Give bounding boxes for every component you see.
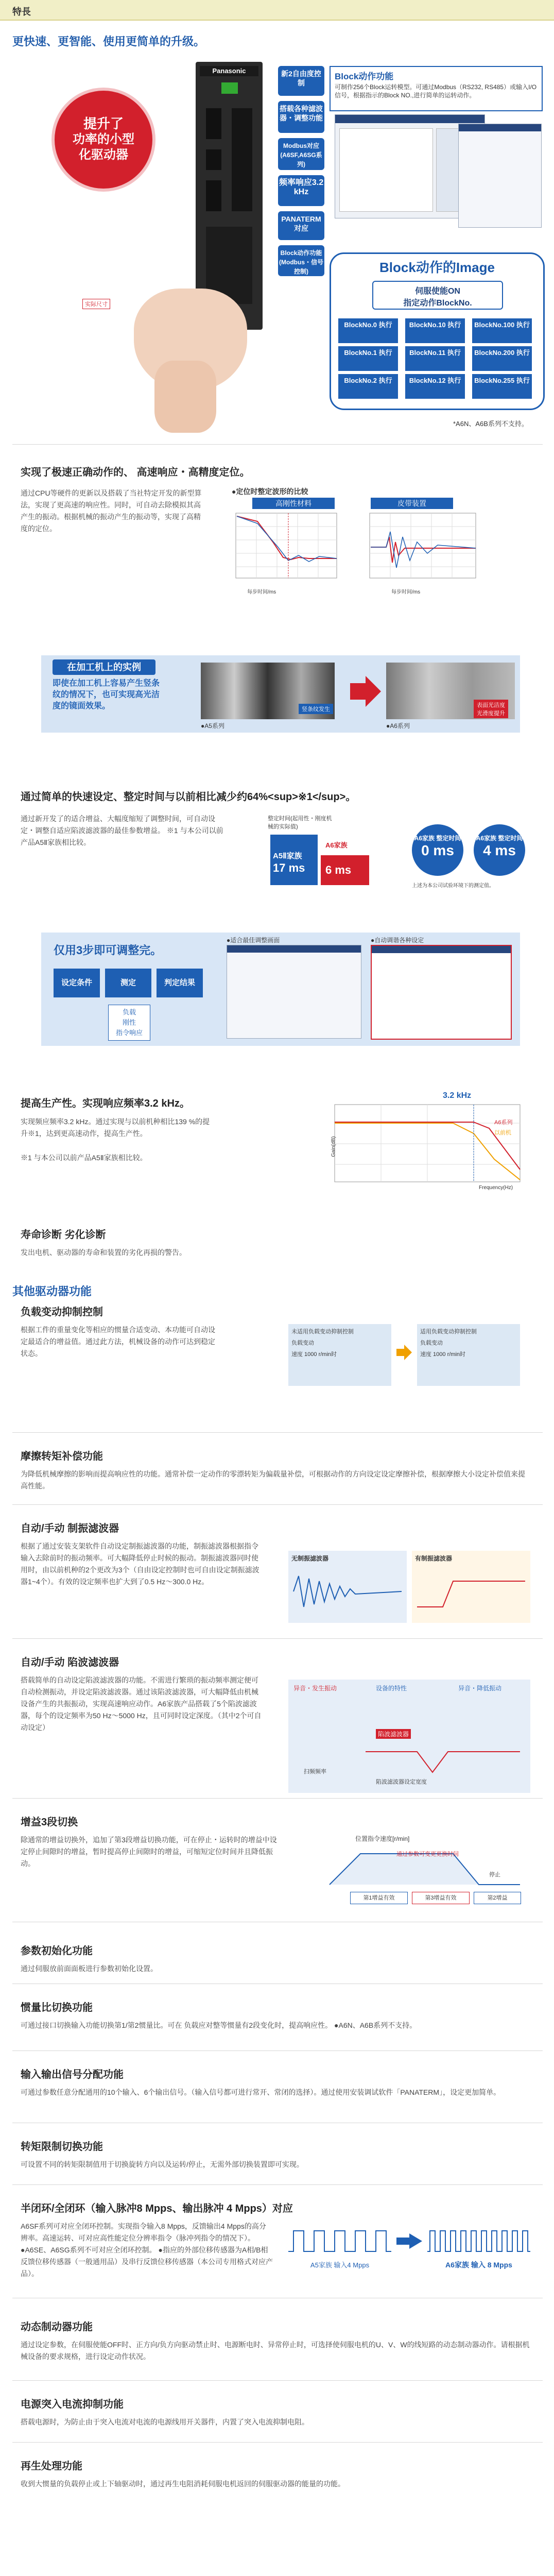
- vibration-with: [412, 1551, 530, 1623]
- sec3-caption2: 上述为本公司试验环境下的测定值。: [412, 883, 494, 889]
- servo-on-box: [372, 281, 503, 310]
- step-param: 负载: [122, 1008, 136, 1016]
- step-param: 刚性: [122, 1019, 136, 1026]
- label-a6: ●A6系列: [386, 722, 410, 730]
- load-right-label: 负载变动: [420, 1340, 443, 1346]
- divider: [12, 1638, 543, 1639]
- label-a5: ●A5系列: [201, 722, 224, 730]
- gain3-g2: 第2增益: [474, 1892, 521, 1904]
- other-item-title: 半闭环/全闭环（输入脉冲8 Mpps、输出脉冲 4 Mpps）对应: [21, 2203, 293, 2214]
- other-item-title: 转矩限制切换功能: [21, 2141, 103, 2153]
- other-item-text: 可设置不同的转矩限制值用于切换旋转方向以及运转/停止，无需外部切换装置即可实现。: [21, 2160, 304, 2168]
- connector-panel: [232, 108, 252, 211]
- load-left-label: 负载变动: [291, 1340, 314, 1346]
- badge-new2-value: 4 ms: [483, 842, 516, 858]
- window-titlebar-2: [459, 124, 541, 131]
- freq-ylabel: Gain(dB): [331, 1136, 337, 1157]
- connector-x3: [206, 180, 221, 211]
- label-old: A5Ⅱ家族: [273, 852, 302, 860]
- lead-heading: 更快速、更智能、使用更简单的升级。: [12, 35, 205, 48]
- vib-without-label: 无制振滤波器: [291, 1555, 329, 1562]
- other-item-title: 负载变动抑制控制: [21, 1307, 103, 1318]
- badge-new2-label: A6家族 整定时间: [476, 835, 523, 842]
- badge-new1: [412, 824, 463, 876]
- pulse-diagram: [288, 2226, 530, 2282]
- sec3-caption: 整定时间(起用性・刚度机械的实际值): [268, 816, 332, 830]
- load-diagram-right: [417, 1324, 520, 1386]
- legend-a6: A6系列: [494, 1120, 513, 1126]
- sec5-note: ※1 与本公司以前产品A5Ⅱ家族相比较。: [21, 1154, 147, 1162]
- chart1-title: ●定位时整定波形的比较: [232, 487, 308, 496]
- vib-wave-a: [288, 1566, 407, 1617]
- notch-diagram: [288, 1680, 530, 1793]
- load-right-title: 适用负载变动抑制控制: [420, 1329, 477, 1335]
- servo-on-text: 伺服使能ON: [414, 287, 460, 296]
- step-1-label: 设定条件: [61, 978, 92, 987]
- block-tile: BlockNo.2 执行: [338, 374, 398, 399]
- pulse-a6: [427, 2226, 530, 2257]
- label-mid: A6家族: [325, 841, 348, 849]
- software-window-2: [458, 124, 542, 228]
- divider: [12, 2050, 543, 2051]
- divider: [12, 1504, 543, 1505]
- other-item-text: A6SF系列可对应全闭环控制。实现指令输入8 Mpps，反馈输出4 Mpps的高分辨率。高速运转、可对应高性能定位分辨率指令（脉冲列指令的情况下）。 ●A6SE、A6SG系列不可对应全闭环控制。 ●指应的外部位移传感器为A相/B相反馈位移传感器（一般通用品）及串行反馈位移传感器（本公司专用格式对应产品）。: [21, 2222, 273, 2278]
- notch-label-d: 陷波滤波器: [376, 1729, 411, 1739]
- other-item-title: 动态制动器功能: [21, 2321, 93, 2333]
- notch-label-f: 陷波滤波器设定宽度: [376, 1779, 427, 1785]
- tag-smooth: [474, 700, 508, 718]
- gain3-title: 位置指令速度[r/min]: [355, 1835, 410, 1842]
- sec1-title: 实现了极速正确动作的、 高速响应・高精度定位。: [21, 467, 250, 478]
- other-item-title: 摩擦转矩补偿功能: [21, 1451, 103, 1462]
- feature-chip: 新2自由度控制: [278, 66, 324, 96]
- tag-smooth-line1: 表面光洁度: [477, 702, 505, 708]
- other-item-title: 电源突入电流抑制功能: [21, 2399, 124, 2410]
- arrow-right-icon: [350, 676, 381, 707]
- step-1: [54, 969, 100, 997]
- sec5-title: 提高生产性。实现响应频率3.2 kHz。: [21, 1098, 190, 1109]
- vib-wave-b: [412, 1566, 530, 1617]
- chart-frame: [236, 513, 337, 578]
- step-param: 指令响应: [115, 1029, 143, 1037]
- feature-chip: PANATERM对应: [278, 211, 324, 240]
- wrist-image: [154, 361, 216, 433]
- freq-marker-label: 3.2 kHz: [443, 1091, 472, 1100]
- block-no-text: 指定动作BlockNo.: [403, 299, 472, 308]
- hero-circle: [51, 88, 155, 192]
- block-image-title: Block动作的Image: [379, 260, 495, 275]
- tuning-window-2-titlebar: [372, 946, 511, 953]
- hero-note: *A6N、A6B系列不支持。: [453, 420, 528, 428]
- section-tab: [0, 0, 554, 21]
- notch-label-c: 异音・降低振动: [458, 1685, 502, 1692]
- sec1-text: 通过CPU等硬件的更新以及搭载了当社特定开发的新型算法，实现了更高速的响应性。同时，可自动去除模拟其高产生的振动。根据机械的振动产生的振动等，实现了高精度的定位。: [21, 489, 202, 533]
- hero-circle-wrap: [31, 67, 165, 191]
- badge-new1-label: A6家族 整定时间: [414, 835, 461, 842]
- chart-frame-2: [370, 513, 476, 578]
- badge-new2: [474, 824, 525, 876]
- window-table: [339, 128, 433, 212]
- window2-title: ●自动调谐各种设定: [371, 937, 424, 944]
- sec3-title: 通过简单的快速设定、整定时间与以前相比减少约64%<sup>※1</sup>。: [21, 791, 356, 803]
- block-function-box: [330, 66, 543, 111]
- block-image-panel: [330, 252, 545, 410]
- connector-x1: [206, 108, 221, 139]
- gain3-mid: 通过参数可变更更换时间: [396, 1851, 459, 1857]
- block-function-title: Block动作功能: [335, 72, 394, 81]
- other-item-text: 可通过参数任意分配通用的10个输入、6个输出信号。（输入信号都可进行常开、常闭的选择）。通过使用安装调试软件「PANATERM」，设定更加简单。: [21, 2088, 501, 2096]
- other-item-title: 增益3段切换: [21, 1817, 78, 1828]
- notch-label-b: 设备的特性: [376, 1685, 407, 1692]
- divider: [12, 1432, 543, 1433]
- block-tile: BlockNo.1 执行: [338, 346, 398, 371]
- other-item-text: 除通常的增益切换外，追加了第3段增益切换功能，可在停止・运转时的增益中设定停止间隙时的增益，暂时提高停止间隙时的增益，可缩短定位时间并且降低振动。: [21, 1836, 277, 1868]
- other-item-text: 根据了通过安装支架软件自动设定制振滤波器的功能，制振滤波器根据指令输入去除前时的振动频率。可大幅降低停止时候的振动。制振滤波器同时使用时，由以前机种的2个更改为3个（自由设定控制时也可自由设定制振滤波器1~4个）。有效的设定频率也扩大到了0.5 Hz～300.0 Hz。: [21, 1542, 259, 1586]
- load-left-speed: 速度 1000 r/min时: [291, 1351, 337, 1358]
- other-item-text: 通过伺服放前面面板进行参数初始化设置。: [21, 1964, 158, 1973]
- tag-vertical-stripe: 竖条纹发生: [299, 704, 333, 714]
- pulse-a5: [288, 2226, 391, 2257]
- other-item-text: 根据工件的重量变化等相应的惯量合适变动、本功能可自动设定最适合的增益值。通过此方法，机械设备的动作可达到稳定状态。: [21, 1326, 215, 1358]
- notch-curve: [366, 1741, 520, 1777]
- load-diagram-left: [288, 1324, 391, 1386]
- tuning-window-2: [371, 945, 512, 1040]
- divider: [12, 2184, 543, 2185]
- step-2-label: 测定: [120, 978, 136, 987]
- other-item-text: 搭载电源时，为防止由于突入电流对电流的电源线用开关器件，内置了突入电流抑制电阻。: [21, 2418, 309, 2426]
- window1-title: ●适合最佳调整画面: [227, 937, 280, 944]
- hero-circle-line1: 提升了: [83, 116, 124, 131]
- machining-text: 即使在加工机上容易产生竖条纹的情况下，也可实现高光洁度的镜面效果。: [53, 679, 160, 710]
- legend-old: 以前机: [494, 1130, 511, 1136]
- other-item-title: 惯量比切换功能: [21, 2002, 93, 2013]
- other-item-text: 可通过接口切换输入功能切换第1/第2惯量比。可在 负载应对整等惯量有2段变化时，提高响应性。 ●A6N、A6B系列不支持。: [21, 2021, 417, 2029]
- hero-circle-line3: 化驱动器: [79, 148, 128, 162]
- block-grid: [338, 318, 534, 401]
- tuning-window-1: [227, 945, 361, 1039]
- sec6-title: 寿命诊断 劣化诊断: [21, 1229, 106, 1241]
- other-item-title: 再生处理功能: [21, 2461, 82, 2472]
- block-tile: BlockNo.12 执行: [405, 374, 465, 399]
- block-tile: BlockNo.11 执行: [405, 346, 465, 371]
- block-tile: BlockNo.10 执行: [405, 318, 465, 343]
- step-3: [157, 969, 203, 997]
- brand-plate: Panasonic: [200, 66, 258, 76]
- freq-xlabel: Frequency(Hz): [479, 1185, 513, 1191]
- feature-chip-list: [278, 66, 324, 276]
- divider: [12, 444, 543, 445]
- chart2-tag: 皮带装置: [371, 498, 453, 509]
- sec5-text: 实现频应频率3.2 kHz。通过实现与以前机种相比139 %的提升※1，达到更高速动作，提高生产性。: [21, 1117, 210, 1138]
- arrow-right-icon: [396, 1345, 412, 1360]
- gain3-diagram: [319, 1834, 525, 1911]
- chart2-xlabel: 每步时间/ms: [391, 589, 421, 595]
- feature-chip: Modbus对应(A6SF,A6SG系列): [278, 138, 324, 170]
- block-tile: BlockNo.0 执行: [338, 318, 398, 343]
- feature-chip: 频率响应3.2 kHz: [278, 175, 324, 206]
- block-tile: BlockNo.255 执行: [472, 374, 532, 399]
- gain3-g1: 第1增益有效: [350, 1892, 408, 1904]
- other-item-title: 输入输出信号分配功能: [21, 2069, 124, 2080]
- vib-with-label: 有制振滤波器: [415, 1555, 453, 1562]
- arrow-right-icon: [396, 2233, 422, 2249]
- divider: [12, 2442, 543, 2443]
- sec6-text: 发出电机、驱动器的寿命和装置的劣化再损的警告。: [21, 1248, 186, 1257]
- divider: [12, 1798, 543, 1799]
- settling-chart-2: [360, 511, 479, 588]
- other-item-text: 搭载简单的自动设定陷波滤波器的功能。不需进行繁琐的振动频率测定便可自动检测振动，并设定陷波滤波器。通过该陷波滤波器，可大幅降低由机械设备产生的共振振动，实现高速响应动作。A6家族产品搭载了5个陷波滤波器，每个的设定频率为50 Hz～5000 Hz，且可同时设定深度。（其中2个可自动设定）: [21, 1676, 262, 1732]
- other-item-text: 为降低机械摩擦的影响而提高响应性的功能。通常补偿一定动作的零漂转矩为偏载量补偿，可根据动作的方向设定设定摩擦补偿，根据摩擦大小设定补偿值来提高性能。: [21, 1470, 525, 1490]
- other-item-title: 参数初始化功能: [21, 1945, 93, 1957]
- other-item-text: 通过设定参数，在伺服使能OFF时、正方向/负方向驱动禁止时、电源断电时、异常停止时，可选择使伺服电机的U、V、W的线短路的动态制动器动作。请根据机械设备的要求规格，进行设定动作状况。: [21, 2341, 530, 2361]
- block-function-desc: 可制作256个Block运转模型。可通过Modbus（RS232, RS485）或输入I/O信号，根据指示的Block NO.,进行简单的运转动作。: [335, 83, 537, 99]
- chart1-xlabel: 每步时间/ms: [247, 589, 276, 595]
- hero-circle-line2: 功率的小型: [73, 132, 134, 146]
- chart1-tag: 高刚性材料: [252, 498, 335, 509]
- machining-panel: [41, 655, 520, 733]
- feature-chip: 搭载各种滤波器・调整功能: [278, 101, 324, 133]
- machining-title: 在加工机上的实例: [53, 659, 155, 675]
- load-left-title: 未适用负载变动抑制控制: [291, 1329, 354, 1335]
- tuning-window-1-titlebar: [227, 945, 361, 953]
- load-right-speed: 速度 1000 r/min时: [420, 1351, 466, 1358]
- divider: [12, 2380, 543, 2381]
- real-size-label: 实际尺寸: [82, 299, 110, 309]
- sec3-text: 通过新开发了的适合增益、大幅度缩短了调整时间，可自动设定・调整自适应陷波滤波器的最佳参数增益。 ※1 与本公司以前产品A5Ⅱ家族相比较。: [21, 815, 223, 846]
- led-display: [221, 82, 238, 94]
- step-params: [108, 1005, 150, 1041]
- three-step-panel: [41, 933, 520, 1046]
- step-3-label: 判定结果: [164, 978, 195, 987]
- value-old: 17 ms: [273, 861, 305, 874]
- gain3-stop: 停止: [489, 1872, 500, 1878]
- notch-label-a: 异音・发生振动: [293, 1685, 337, 1692]
- tag-smooth-line2: 光滑度提升: [477, 710, 505, 717]
- gain3-g3: 第3增益有效: [412, 1892, 470, 1904]
- other-item-text: 收到大惯量的负载停止或上下轴驱动时，通过再生电阻消耗伺服电机返回的伺服驱动器的能量的功能。: [21, 2480, 345, 2488]
- feature-chip: Block动作功能(Modbus・信号控制): [278, 245, 324, 276]
- connector-x2: [206, 149, 221, 170]
- notch-label-e: 扫频频率: [304, 1769, 326, 1775]
- other-item-title: 自动/手动 制振滤波器: [21, 1523, 119, 1534]
- block-tile: BlockNo.200 执行: [472, 346, 532, 371]
- tab-label: 特長: [12, 7, 31, 17]
- three-step-title: 仅用3步即可调整完。: [54, 944, 162, 957]
- settling-chart-1: [227, 511, 340, 588]
- step-2: [105, 969, 151, 997]
- vibration-without: [288, 1551, 407, 1623]
- window-titlebar: [335, 115, 484, 123]
- pulse-a6-label: A6家族 输入 8 Mpps: [445, 2261, 512, 2269]
- other-item-title: 自动/手动 陷波滤波器: [21, 1657, 119, 1668]
- frequency-response-chart: [319, 1103, 525, 1195]
- badge-new1-value: 0 ms: [421, 842, 454, 858]
- value-mid: 6 ms: [325, 863, 352, 876]
- block-tile: BlockNo.100 执行: [472, 318, 532, 343]
- other-functions-title: 其他驱动器功能: [12, 1285, 92, 1298]
- pulse-a5-label: A5家族 输入4 Mpps: [310, 2261, 370, 2269]
